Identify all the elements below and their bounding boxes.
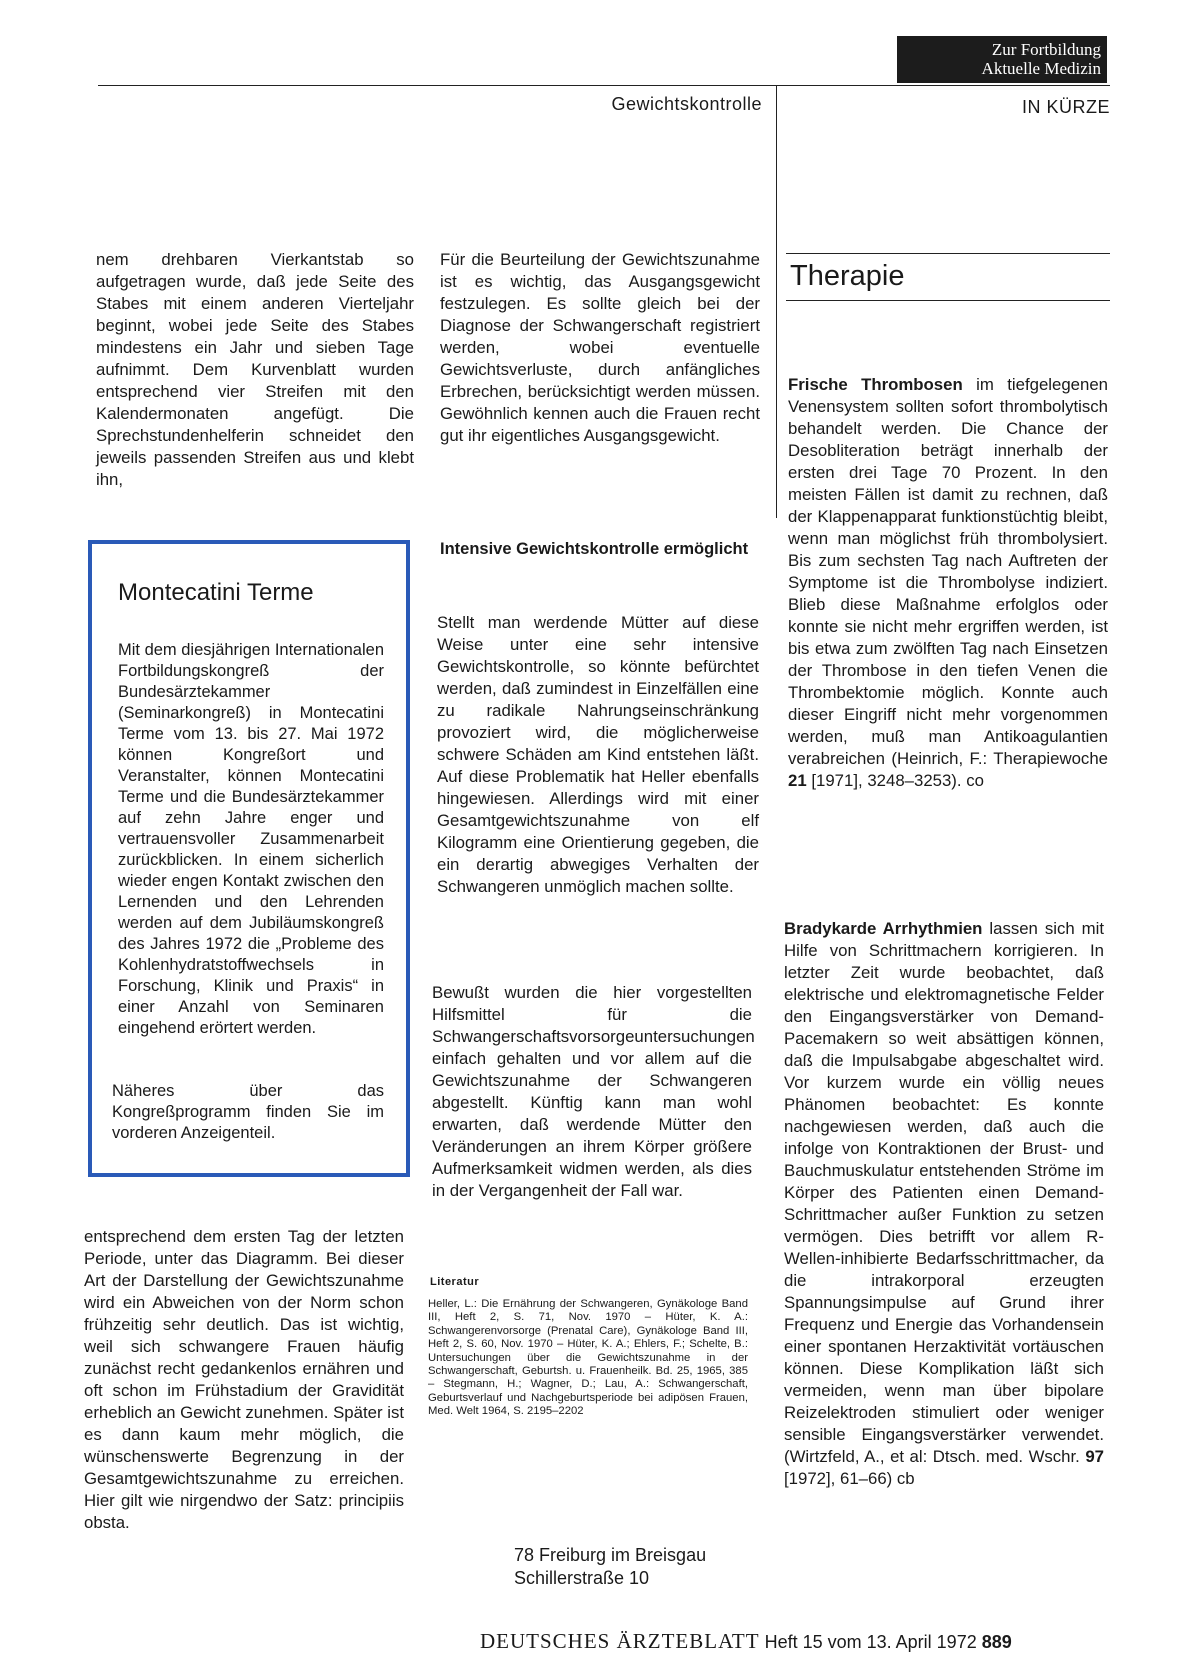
page-number: 889 xyxy=(981,1632,1012,1652)
item-keyword: Frische Thrombosen xyxy=(788,375,963,394)
badge-line-1: Zur Fortbildung xyxy=(991,40,1101,59)
info-box-text: Mit dem diesjährigen Internationalen Fortbildungskongreß der Bundesärztekammer (Seminarkongreß) in Montecatini Terme vom 13. bis 27. Mai 1972 können Kongreßort und Veranstalter, können Montecatini Terme und die Bundesärztekammer auf zehn Jahre enger und vertrauensvoller Zusammenarbeit zurückblicken. In einem sicherlich wieder engen Kontakt zwischen den Lernenden und den Lehrenden werden auf dem Jubiläumskongreß des Jahres 1972 die „Probleme des Kohlenhydratstoffwechsels in Forschung, Klinik und Praxis“ in einer Anzahl von Seminaren eingehend erörtert werden. xyxy=(118,641,384,1037)
therapie-title: Therapie xyxy=(790,260,905,292)
column1-text-bottom: entsprechend dem ersten Tag der letzten Periode, unter das Diagramm. Bei dieser Art der Darstellung der Gewichtszunahme wird ein Abweichen von der Norm schon frühzeitig sehr deutlich. Das ist wichtig, weil sich schwangere Frauen häufig zunächst recht gedankenlos ernähren und oft schon im Frühstadium der Gravidität erheblich an Gewicht zunehmen. Später ist es dann kaum mehr möglich, die wünschenswerte Begrenzung in der Gesamtgewichtszunahme zu erreichen. Hier gilt wie nirgendwo der Satz: principiis obsta. xyxy=(84,1227,404,1532)
address-line-2: Schillerstraße 10 xyxy=(514,1568,650,1588)
references-text: Heller, L.: Die Ernährung der Schwangeren, Gynäkologe Band III, Heft 2, S. 71, Nov. 1970 – Hüter, K. A.: Schwangerenvorsorge (Prenatal Care), Gynäkologe Band III, Heft 2, S. 60, Nov. 1970 – Hüter, K. A.; Ehlers, F.; Schelte, B.: Untersuchungen über die Gewichtszunahme in der Schwangerschaft, Geburtsh. u. Frauenheilk. Bd. 25, 1965, 385 – Stegmann, H.; Wagner, D.; Lau, A.: Schwangerschaft, Geburtsverlauf und Nachgeburtsperiode bei adipösen Frauen, Med. Welt 1964, S. 2195–2202 xyxy=(428,1298,748,1418)
therapie-rule-bottom xyxy=(786,300,1110,301)
info-box-text-2: Näheres über das Kongreßprogramm finden Sie im vorderen Anzeigenteil. xyxy=(112,1082,384,1142)
address-line-1: 78 Freiburg im Breisgau xyxy=(514,1545,707,1565)
header-topic: Gewichtskontrolle xyxy=(611,94,762,114)
author-initials: cb xyxy=(896,1469,915,1488)
column3-item-arrhythmia: Bradykarde Arrhythmien lassen sich mit Hilfe von Schrittmachern korrigieren. In letzter Zeit wurde beobachtet, daß elektrische und elektromagnetische Felder den Eingangsverstärker von Demand-Pacemakern so weit absättigen können, daß die Impulsabgabe abgeschaltet wird. Vor kurzem wurde ein völlig neues Phänomen beobachtet: Es konnte nachgewiesen werden, daß auch die infolge von Kontraktionen der Brust- und Bauchmuskulatur entstehenden Ströme im Körper des Patienten einen Demand-Schrittmacher außer Funktion zu setzen vermögen. Dies betrifft vor allem R-Wellen-inhibierte Bedarfsschrittmacher, da die intrakorporal erzeugten Spannungsimpulse auf Grund ihrer Frequenz und Energie das Vorhandensein einer spontanen Herzaktivität vortäuschen können. Diese Komplikation läßt sich vermeiden, wenn man über bipolare Reizelektroden stimuliert oder weniger sensible Eingangsverstärker verwendet. (Wirtzfeld, A., et al: Dtsch. med. Wschr. 97 [1972], 61–66) cb xyxy=(784,919,1104,1488)
issue-info: Heft 15 vom 13. April 1972 xyxy=(764,1632,977,1652)
info-box-title: Montecatini Terme xyxy=(118,579,314,606)
badge-line-2: Aktuelle Medizin xyxy=(981,59,1101,78)
author-initials: co xyxy=(966,771,984,790)
column-divider xyxy=(776,86,777,518)
header-section: IN KÜRZE xyxy=(1021,97,1110,117)
journal-name: DEUTSCHES ÄRZTEBLATT xyxy=(480,1629,760,1653)
column3-item-thrombosis: Frische Thrombosen im tiefgelegenen Venensystem sollten sofort thrombolytisch behandelt werden. Die Chance der Desobliteration beträgt innerhalb der ersten drei Tage 70 Prozent. In den meisten Fällen ist damit zu rechnen, daß der Klappenapparat funktionstüchtig bleibt, wenn man möglichst früh thrombolysiert. Bis zum sechsten Tag nach Auftreten der Symptome ist die Thrombolyse indiziert. Blieb diese Maßnahme erfolglos oder konnte sie nicht mehr ergriffen werden, ist bis etwa zum zwölften Tag nach Einsetzen der Thrombose in den tiefen Venen die Thrombektomie möglich. Konnte auch dieser Eingriff nicht mehr vorgenommen werden, muß man Antikoagulantien verabreichen (Heinrich, F.: Therapiewoche 21 [1971], 3248–3253). co xyxy=(788,375,1108,790)
column2-text-end: Bewußt wurden die hier vorgestellten Hilfsmittel für die Schwangerschaftsvorsorgeuntersuchungen einfach gehalten und vor allem auf die Gewichtszunahme der Schwangeren abgestellt. Künftig kann man wohl erwarten, daß werdende Mütter den Veränderungen an ihrem Körper größere Aufmerksamkeit widmen werden, als dies in der Vergangenheit der Fall war. xyxy=(432,983,755,1200)
section-badge xyxy=(897,36,1107,83)
references-heading: Literatur xyxy=(430,1276,480,1288)
item-keyword: Bradykarde Arrhythmien xyxy=(784,919,983,938)
author-address xyxy=(514,1544,764,1590)
column1-text-top: nem drehbaren Vierkantstab so aufgetragen wurde, daß jede Seite des Stabes mit einem anderen Vierteljahr beginnt, wobei jede Seite des Stabes mindestens ein Jahr und sieben Tage aufnimmt. Dem Kurvenblatt wurden entsprechend vier Streifen mit den Kalendermonaten angefügt. Die Sprechstundenhelferin schneidet den jeweils passenden Streifen aus und klebt ihn, xyxy=(96,250,414,489)
page-footer xyxy=(480,1630,1100,1653)
column2-text-mid: Stellt man werdende Mütter auf diese Weise unter eine sehr intensive Gewichtskontrolle, so könnte befürchtet werden, daß zumindest in Einzelfällen eine zu radikale Nahrungseinschränkung provoziert wird, die möglicherweise schwere Schäden am Kind entstehen läßt. Auf diese Problematik hat Heller ebenfalls hingewiesen. Allerdings wird mit einer Gesamtgewichtszunahme von elf Kilogramm eine Orientierung gegeben, die ein derartig abwegiges Verhalten der Schwangeren unmöglich machen sollte. xyxy=(437,613,759,896)
column2-text-top: Für die Beurteilung der Gewichtszunahme ist es wichtig, das Ausgangsgewicht festzulegen. Es sollte gleich bei der Diagnose der Schwangerschaft registriert werden, wobei eventuelle Gewichtsverluste, durch anfängliches Erbrechen, berücksichtigt werden müssen. Gewöhnlich kennen auch die Frauen recht gut ihr eigentliches Ausgangsgewicht. xyxy=(440,250,760,445)
subheading: Intensive Gewichtskontrolle ermöglicht xyxy=(440,540,749,558)
header-rule xyxy=(98,85,1110,86)
therapie-rule-top xyxy=(786,253,1110,254)
